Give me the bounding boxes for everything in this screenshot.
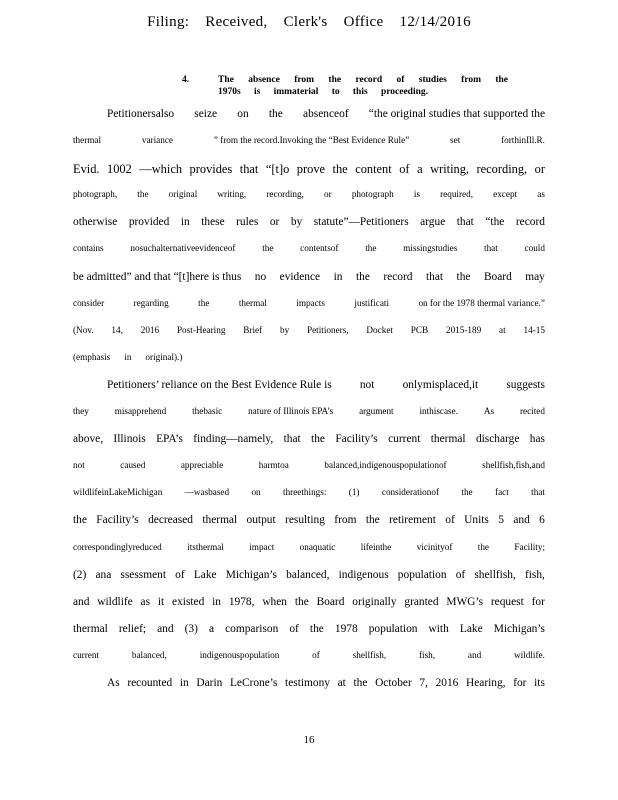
text-word: from bbox=[334, 514, 357, 527]
text-line bbox=[73, 487, 545, 514]
text-word: otherwise bbox=[73, 216, 118, 229]
text-word: appreciable bbox=[180, 460, 224, 471]
text-word: 6 bbox=[539, 514, 545, 527]
text-word: wildlifeinLakeMichigan bbox=[73, 487, 163, 498]
text-word: discharge bbox=[475, 433, 520, 446]
text-line bbox=[73, 433, 545, 460]
text-word: when bbox=[262, 595, 287, 608]
text-word: writing, bbox=[217, 189, 247, 200]
text-word: that bbox=[239, 162, 259, 177]
text-word: nature of Illinois EPA’s bbox=[248, 406, 334, 417]
text-word: record bbox=[383, 270, 413, 283]
text-word: absenceof bbox=[303, 108, 349, 120]
text-word: harmtoa bbox=[258, 460, 289, 471]
text-word: by bbox=[290, 216, 303, 229]
header-date: 12/14/2016 bbox=[399, 14, 471, 30]
text-word: (3) bbox=[184, 622, 198, 635]
text-word: may bbox=[525, 270, 545, 283]
text-word: for bbox=[513, 676, 527, 689]
text-word: onlymisplaced,it bbox=[402, 378, 479, 391]
text-word: of bbox=[455, 568, 466, 581]
text-word: 1978, bbox=[228, 595, 255, 608]
text-line bbox=[73, 162, 545, 189]
heading-word: proceeding. bbox=[380, 87, 428, 97]
text-word: current bbox=[388, 433, 421, 446]
text-word: ana bbox=[95, 568, 112, 581]
text-word: Petitioners’ reliance on the Best Evidence Rule is bbox=[107, 378, 332, 391]
text-word: “the bbox=[485, 216, 505, 229]
text-word: finding—namely, bbox=[193, 433, 274, 446]
heading-word: absence bbox=[248, 75, 280, 85]
text-word: in bbox=[180, 216, 190, 229]
text-word: recited bbox=[519, 406, 545, 417]
text-word: argument bbox=[359, 406, 394, 417]
text-word: not bbox=[73, 460, 85, 471]
text-word: Docket bbox=[366, 324, 393, 335]
text-word: recording, bbox=[476, 162, 528, 177]
text-word: the bbox=[355, 270, 370, 283]
text-word: considerationof bbox=[381, 487, 440, 498]
text-word: Michigan’s bbox=[493, 622, 545, 635]
text-word: onaquatic bbox=[299, 541, 336, 552]
text-word: be admitted” and that “[t]here is thus bbox=[73, 270, 242, 283]
text-word: population bbox=[397, 568, 447, 581]
text-line bbox=[73, 623, 545, 650]
text-line bbox=[73, 650, 545, 677]
text-word: the bbox=[198, 297, 210, 308]
heading-word: immaterial bbox=[273, 87, 319, 97]
text-word: its bbox=[534, 676, 545, 689]
text-word: writing, bbox=[430, 162, 470, 177]
text-word: MWG’s bbox=[446, 595, 484, 608]
text-word: Facility’s bbox=[96, 514, 139, 527]
heading-word: the bbox=[495, 75, 508, 85]
heading-word: the bbox=[328, 75, 342, 85]
text-word: existed bbox=[172, 595, 205, 608]
text-word: inthiscase. bbox=[419, 406, 458, 417]
text-word: of bbox=[445, 514, 455, 527]
text-word: correspondinglyreduced bbox=[73, 541, 162, 552]
text-word: with bbox=[428, 622, 449, 635]
text-word: the bbox=[311, 433, 325, 446]
text-word: on for the 1978 thermal variance.” bbox=[418, 297, 545, 308]
text-line bbox=[73, 677, 545, 704]
text-word: prove bbox=[296, 162, 326, 177]
heading-word: this bbox=[352, 87, 368, 97]
text-word: Michigan’s bbox=[225, 568, 277, 581]
text-word: of bbox=[312, 649, 320, 660]
text-word: (1) bbox=[348, 487, 360, 498]
text-word: on bbox=[251, 487, 261, 498]
text-word: the bbox=[332, 162, 348, 177]
text-word: it bbox=[157, 595, 165, 608]
text-word: current bbox=[73, 649, 100, 660]
text-word: regarding bbox=[133, 297, 169, 308]
text-word: could bbox=[524, 243, 545, 254]
text-word: except bbox=[493, 189, 518, 200]
text-word: As bbox=[483, 406, 495, 417]
text-word: originally bbox=[352, 595, 397, 608]
text-word: that bbox=[456, 216, 474, 229]
text-word: Hearing, bbox=[466, 676, 506, 689]
text-line bbox=[73, 406, 545, 433]
text-word: and bbox=[157, 622, 174, 635]
text-word: Units bbox=[464, 514, 489, 527]
text-line bbox=[73, 298, 545, 325]
heading-word: studies bbox=[418, 75, 447, 85]
text-word: no bbox=[254, 270, 267, 283]
text-line bbox=[73, 108, 545, 135]
text-line bbox=[73, 514, 545, 541]
text-word: “[t]o bbox=[265, 162, 290, 177]
text-word: Facility’s bbox=[335, 433, 378, 446]
text-word: or bbox=[534, 162, 545, 177]
text-word: indigenouspopulation bbox=[199, 649, 280, 660]
text-word: the bbox=[461, 487, 473, 498]
text-word: or bbox=[324, 189, 332, 200]
text-word: shellfish,fish,and bbox=[482, 460, 545, 471]
header-office: Office bbox=[343, 14, 384, 30]
heading-word: from bbox=[461, 75, 481, 85]
text-word: in bbox=[179, 676, 189, 689]
text-word: the bbox=[477, 541, 490, 552]
text-word: 5 bbox=[498, 514, 504, 527]
text-line bbox=[73, 379, 545, 406]
text-word: thermal bbox=[73, 622, 108, 635]
text-word: request bbox=[490, 595, 524, 608]
text-word: retirement bbox=[389, 514, 436, 527]
text-word: Evid. bbox=[73, 162, 100, 177]
text-word: 14, bbox=[111, 324, 123, 335]
text-word: above, bbox=[73, 433, 104, 446]
text-line bbox=[73, 352, 545, 379]
text-word: Brief bbox=[243, 324, 263, 335]
text-word: wildlife bbox=[97, 595, 133, 608]
text-word: recounted bbox=[127, 676, 173, 689]
text-word: statute”—Petitioners bbox=[313, 216, 409, 229]
text-word: As bbox=[107, 676, 120, 689]
text-word: Petitioners, bbox=[306, 324, 349, 335]
text-word: at bbox=[499, 324, 506, 335]
text-word: ssessment bbox=[120, 568, 166, 581]
text-word: thermal bbox=[202, 514, 238, 527]
text-word: content bbox=[355, 162, 392, 177]
text-word: for bbox=[531, 595, 545, 608]
text-word: the bbox=[73, 514, 87, 527]
text-word: EPA’s bbox=[156, 433, 183, 446]
text-word: indigenous bbox=[338, 568, 389, 581]
text-word: the bbox=[365, 514, 380, 527]
text-line bbox=[73, 325, 545, 352]
text-word: thermal bbox=[430, 433, 466, 446]
text-word: 14-15 bbox=[523, 324, 545, 335]
text-word: a bbox=[209, 622, 215, 635]
text-line bbox=[73, 271, 545, 298]
text-word: relief; bbox=[118, 622, 147, 635]
text-word: Board bbox=[483, 270, 512, 283]
text-line bbox=[73, 569, 545, 596]
text-word: testimony bbox=[285, 676, 330, 689]
text-word: shellfish, bbox=[352, 649, 387, 660]
text-word: Facility; bbox=[514, 541, 545, 552]
text-word: the bbox=[137, 189, 149, 200]
text-word: output bbox=[246, 514, 276, 527]
text-word: wildlife. bbox=[514, 649, 545, 660]
text-word: seize bbox=[194, 108, 218, 120]
text-word: these bbox=[201, 216, 225, 229]
heading-word: is bbox=[253, 87, 261, 97]
text-word: recording, bbox=[266, 189, 304, 200]
text-word: fish, bbox=[524, 568, 545, 581]
text-word: Petitionersalso bbox=[107, 108, 175, 120]
section-heading-line-1 bbox=[218, 74, 508, 86]
text-word: thebasic bbox=[192, 406, 223, 417]
text-word: impacts bbox=[296, 297, 325, 308]
heading-word: to bbox=[331, 87, 340, 97]
text-word: 1978 bbox=[334, 622, 358, 635]
text-word: Darin bbox=[196, 676, 223, 689]
text-word: and bbox=[513, 514, 530, 527]
text-word: itsthermal bbox=[187, 541, 224, 552]
text-word: in bbox=[333, 270, 343, 283]
text-word: justificati bbox=[354, 297, 390, 308]
text-word: at bbox=[337, 676, 346, 689]
section-heading-line-2 bbox=[218, 86, 428, 98]
text-word: 1002 bbox=[107, 162, 132, 177]
text-word: balanced, bbox=[131, 649, 167, 660]
text-word: or bbox=[269, 216, 280, 229]
heading-word: 1970s bbox=[218, 87, 241, 97]
text-word: “the original studies that supported the bbox=[368, 108, 545, 120]
text-word: fish, bbox=[418, 649, 436, 660]
text-word: by bbox=[279, 324, 290, 335]
text-word: consider bbox=[73, 297, 105, 308]
text-line bbox=[73, 135, 545, 162]
text-line bbox=[73, 596, 545, 623]
text-word: as bbox=[537, 189, 545, 200]
page-number: 16 bbox=[303, 734, 315, 746]
header-clerk: Clerk's bbox=[283, 14, 328, 30]
text-word: and bbox=[73, 595, 90, 608]
text-word: rules bbox=[236, 216, 259, 229]
text-word: has bbox=[529, 433, 545, 446]
heading-word: of bbox=[396, 75, 405, 85]
text-word: the bbox=[309, 622, 324, 635]
text-word: the bbox=[268, 108, 283, 120]
text-word: (2) bbox=[73, 568, 87, 581]
text-word: PCB bbox=[410, 324, 429, 335]
text-word: in bbox=[212, 595, 222, 608]
text-word: (emphasis bbox=[73, 351, 111, 362]
text-word: is bbox=[413, 189, 420, 200]
heading-word: from bbox=[294, 75, 315, 85]
text-word: granted bbox=[404, 595, 439, 608]
text-word: —wasbased bbox=[184, 487, 230, 498]
text-word: Board bbox=[316, 595, 345, 608]
text-word: October bbox=[375, 676, 412, 689]
text-word: the bbox=[365, 243, 377, 254]
text-word: 2016 bbox=[140, 324, 160, 335]
document-body bbox=[73, 108, 545, 704]
text-word: balanced, bbox=[286, 568, 330, 581]
text-line bbox=[73, 243, 545, 270]
text-word: provided bbox=[128, 216, 170, 229]
text-word: the bbox=[456, 270, 471, 283]
text-word: Lake bbox=[193, 568, 217, 581]
text-line bbox=[73, 542, 545, 569]
text-word: shellfish, bbox=[474, 568, 516, 581]
text-word: Lake bbox=[459, 622, 483, 635]
text-word: a bbox=[417, 162, 423, 177]
text-word: the bbox=[294, 595, 309, 608]
text-word: provides bbox=[189, 162, 233, 177]
header-received: Received, bbox=[205, 14, 268, 30]
text-word: original).) bbox=[145, 351, 183, 362]
text-word: fact bbox=[495, 487, 509, 498]
filing-header bbox=[0, 14, 618, 31]
text-word: comparison bbox=[225, 622, 279, 635]
text-word: (Nov. bbox=[73, 324, 94, 335]
section-number: 4. bbox=[182, 75, 190, 85]
text-word: the bbox=[262, 243, 274, 254]
text-word: set bbox=[450, 135, 461, 146]
text-word: 2015-189 bbox=[445, 324, 482, 335]
text-word: argue bbox=[420, 216, 446, 229]
heading-word: The bbox=[218, 75, 234, 85]
text-word: in bbox=[124, 351, 132, 362]
text-line bbox=[73, 216, 545, 243]
text-word: lifeinthe bbox=[360, 541, 392, 552]
text-word: evidence bbox=[279, 270, 321, 283]
text-word: 2016 bbox=[435, 676, 459, 689]
text-word: not bbox=[359, 378, 375, 391]
text-word: thermal bbox=[73, 135, 102, 146]
text-word: threethings: bbox=[283, 487, 327, 498]
text-word: variance bbox=[141, 135, 173, 146]
text-word: of bbox=[289, 622, 299, 635]
text-word: of bbox=[175, 568, 185, 581]
header-filing: Filing: bbox=[147, 14, 190, 30]
text-word: they bbox=[73, 406, 89, 417]
text-word: that bbox=[425, 270, 444, 283]
text-word: —which bbox=[139, 162, 183, 177]
text-word: caused bbox=[120, 460, 146, 471]
text-word: ” from the record.Invoking the “Best Evidence Rule” bbox=[213, 135, 410, 146]
text-word: of bbox=[399, 162, 410, 177]
text-word: and bbox=[467, 649, 482, 660]
text-word: as bbox=[140, 595, 151, 608]
text-word: that bbox=[531, 487, 545, 498]
text-word: the bbox=[353, 676, 368, 689]
text-word: decreased bbox=[148, 514, 193, 527]
text-word: impact bbox=[249, 541, 275, 552]
text-word: population bbox=[368, 622, 418, 635]
text-word: original bbox=[168, 189, 198, 200]
text-word: Illinois bbox=[113, 433, 146, 446]
text-word: misapprehend bbox=[114, 406, 167, 417]
text-word: contains bbox=[73, 243, 104, 254]
text-word: missingstudies bbox=[403, 243, 458, 254]
text-word: that bbox=[484, 243, 498, 254]
text-word: on bbox=[237, 108, 249, 120]
text-word: thermal bbox=[238, 297, 267, 308]
text-word: photograph, bbox=[73, 189, 118, 200]
text-word: photograph bbox=[351, 189, 394, 200]
text-word: nosuchalternativeevidenceof bbox=[130, 243, 236, 254]
text-word: contentsof bbox=[300, 243, 339, 254]
text-line bbox=[73, 189, 545, 216]
text-word: LeCrone’s bbox=[229, 676, 278, 689]
text-word: resulting bbox=[285, 514, 325, 527]
text-line bbox=[73, 460, 545, 487]
text-word: vicinityof bbox=[416, 541, 453, 552]
text-word: forthinIll.R. bbox=[501, 135, 545, 146]
text-word: 7, bbox=[419, 676, 428, 689]
text-word: that bbox=[283, 433, 301, 446]
text-word: suggests bbox=[506, 378, 545, 391]
text-word: balanced,indigenouspopulationof bbox=[324, 460, 447, 471]
text-word: required, bbox=[440, 189, 473, 200]
text-word: Post-Hearing bbox=[176, 324, 226, 335]
heading-word: record bbox=[355, 75, 383, 85]
text-word: record bbox=[515, 216, 545, 229]
